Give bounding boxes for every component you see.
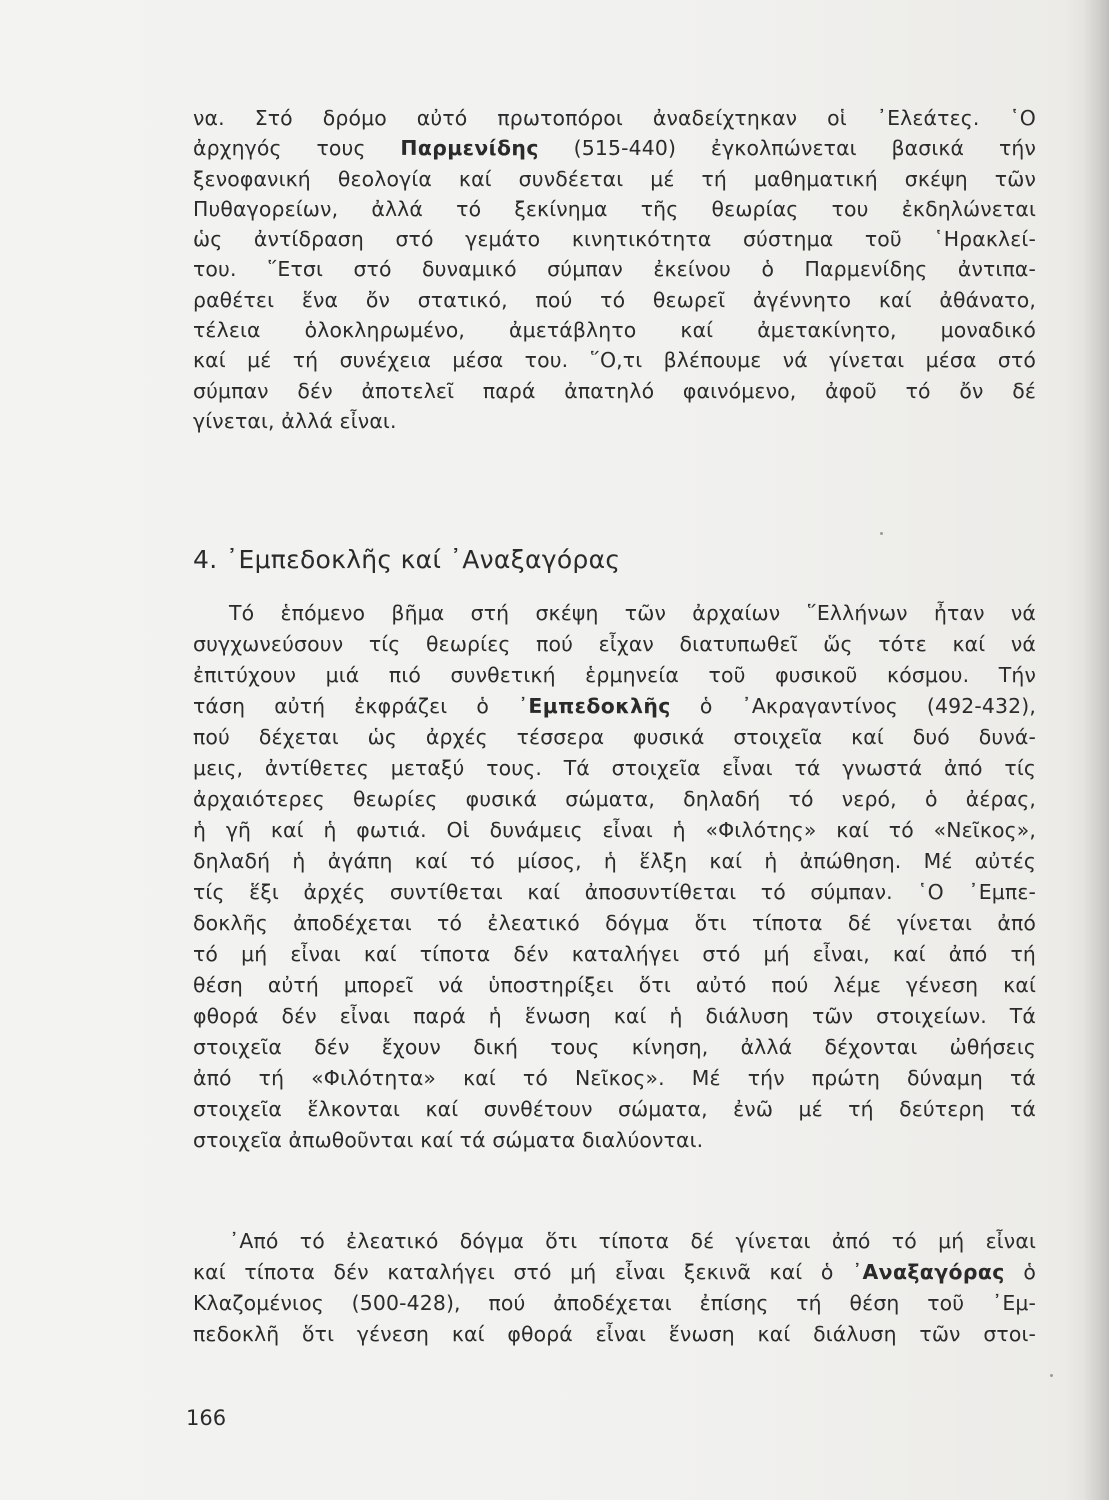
text-run: ὁ ᾿Ακραγαντίνος (492-432), [670,694,1036,718]
text-run: (515-440) ἐγκολπώνεται βασικά τήν [538,136,1036,161]
text-line: στοιχεῖα δέν ἔχουν δική τους κίνηση, ἀλλά δέχονται ὠθήσεις [193,1035,1036,1059]
page-number: 166 [186,1406,227,1430]
text-line: τίς ἕξι ἀρχές συντίθεται καί ἀποσυντίθεται τό σύμπαν. ῾Ο ᾿Εμπε- [193,880,1036,904]
text-line: φθορά δέν εἶναι παρά ἡ ἕνωση καί ἡ διάλυση τῶν στοιχείων. Τά [193,1004,1036,1028]
text-line: ὡς ἀντίδραση στό γεμάτο κινητικότητα σύστημα τοῦ ῾Ηρακλεί- [193,227,1036,252]
page-gutter-shadow [1083,0,1109,1500]
paragraph-anaxagoras [193,1226,1036,1350]
text-line: ἐπιτύχουν μιά πιό συνθετική ἑρμηνεία τοῦ φυσικοῦ κόσμου. Τήν [193,663,1036,687]
text-line: ἡ γῆ καί ἡ φωτιά. Οἱ δυνάμεις εἶναι ἡ «Φιλότης» καί τό «Νεῖκος», [193,818,1036,842]
paper-speck [880,532,883,535]
text-line: του. ῞Ετσι στό δυναμικό σύμπαν ἐκείνου ὁ Παρμενίδης ἀντιπα- [193,257,1036,282]
text-line: πεδοκλῆ ὅτι γένεση καί φθορά εἶναι ἕνωση καί διάλυση τῶν στοι- [193,1322,1036,1346]
text-line: τέλεια ὁλοκληρωμένο, ἀμετάβλητο καί ἀμετακίνητο, μοναδικό [193,318,1036,343]
text-line: δοκλῆς ἀποδέχεται τό ἐλεατικό δόγμα ὅτι τίποτα δέ γίνεται ἀπό [193,911,1036,935]
text-line: πού δέχεται ὡς ἀρχές τέσσερα φυσικά στοιχεῖα καί δυό δυνά- [193,725,1036,749]
text-line: μεις, ἀντίθετες μεταξύ τους. Τά στοιχεῖα εἶναι τά γνωστά ἀπό τίς [193,756,1036,780]
bold-name-anaxagoras: Αναξαγόρας [862,1260,1005,1284]
paragraph-empedocles [193,598,1036,1156]
text-line: ραθέτει ἕνα ὄν στατικό, πού τό θεωρεῖ ἀγέννητο καί ἀθάνατο, [193,287,1036,312]
text-line: στοιχεῖα ἕλκονται καί συνθέτουν σώματα, ἐνῶ μέ τή δεύτερη τά [193,1097,1036,1121]
text-line [193,1257,1036,1288]
text-line: καί μέ τή συνέχεια μέσα του. ῞Ο,τι βλέπουμε νά γίνεται μέσα στό [193,348,1036,373]
text-line: γίνεται, ἀλλά εἶναι. [193,408,397,433]
text-line: ᾿Από τό ἐλεατικό δόγμα ὅτι τίποτα δέ γίνεται ἀπό τό μή εἶναι [229,1229,1036,1253]
paragraph-parmenides [193,103,1036,436]
text-line: Κλαζομένιος (500-428), πού ἀποδέχεται ἐπίσης τή θέση τοῦ ᾿Εμ- [193,1291,1036,1315]
text-line: ξενοφανική θεολογία καί συνδέεται μέ τή μαθηματική σκέψη τῶν [193,166,1036,191]
text-run: ὁ [1004,1260,1036,1284]
text-line: Πυθαγορείων, ἀλλά τό ξεκίνημα τῆς θεωρίας του ἐκδηλώνεται [193,196,1036,221]
text-line: να. Στό δρόμο αὐτό πρωτοπόροι ἀναδείχτηκαν οἱ ᾿Ελεάτες. ῾Ο [193,106,1036,130]
text-run: τάση αὐτή ἐκφράζει ὁ ᾿ [193,694,529,718]
text-line: θέση αὐτή μπορεῖ νά ὑποστηρίξει ὅτι αὐτό πού λέμε γένεση καί [193,973,1036,997]
text-line: ἀπό τή «Φιλότητα» καί τό Νεῖκος». Μέ τήν πρώτη δύναμη τά [193,1066,1036,1090]
bold-name-empedocles: Εμπεδοκλῆς [528,694,671,718]
text-line: Τό ἑπόμενο βῆμα στή σκέψη τῶν ἀρχαίων ῞Ελλήνων ἦταν νά [229,601,1036,625]
bold-name-parmenides: Παρμενίδης [400,136,539,161]
text-line: δηλαδή ἡ ἀγάπη καί τό μίσος, ἡ ἕλξη καί ἡ ἀπώθηση. Μέ αὐτές [193,849,1036,873]
text-line: στοιχεῖα ἀπωθοῦνται καί τά σώματα διαλύονται. [193,1128,704,1152]
text-run: ἀρχηγός τους [193,136,401,161]
section-heading: 4. ᾿Εμπεδοκλῆς καί ᾿Αναξαγόρας [193,545,621,574]
text-line [193,691,1036,722]
text-line: συγχωνεύσουν τίς θεωρίες πού εἶχαν διατυπωθεῖ ὥς τότε καί νά [193,632,1036,656]
text-line: σύμπαν δέν ἀποτελεῖ παρά ἀπατηλό φαινόμενο, ἀφοῦ τό ὄν δέ [193,378,1036,403]
text-line: ἀρχαιότερες θεωρίες φυσικά σώματα, δηλαδή τό νερό, ὁ ἀέρας, [193,787,1036,811]
text-line: τό μή εἶναι καί τίποτα δέν καταλήγει στό μή εἶναι, καί ἀπό τή [193,942,1036,966]
text-run: καί τίποτα δέν καταλήγει στό μή εἶναι ξεκινᾶ καί ὁ ᾿ [193,1260,863,1284]
paper-speck [1050,1374,1053,1377]
text-line [193,133,1036,163]
